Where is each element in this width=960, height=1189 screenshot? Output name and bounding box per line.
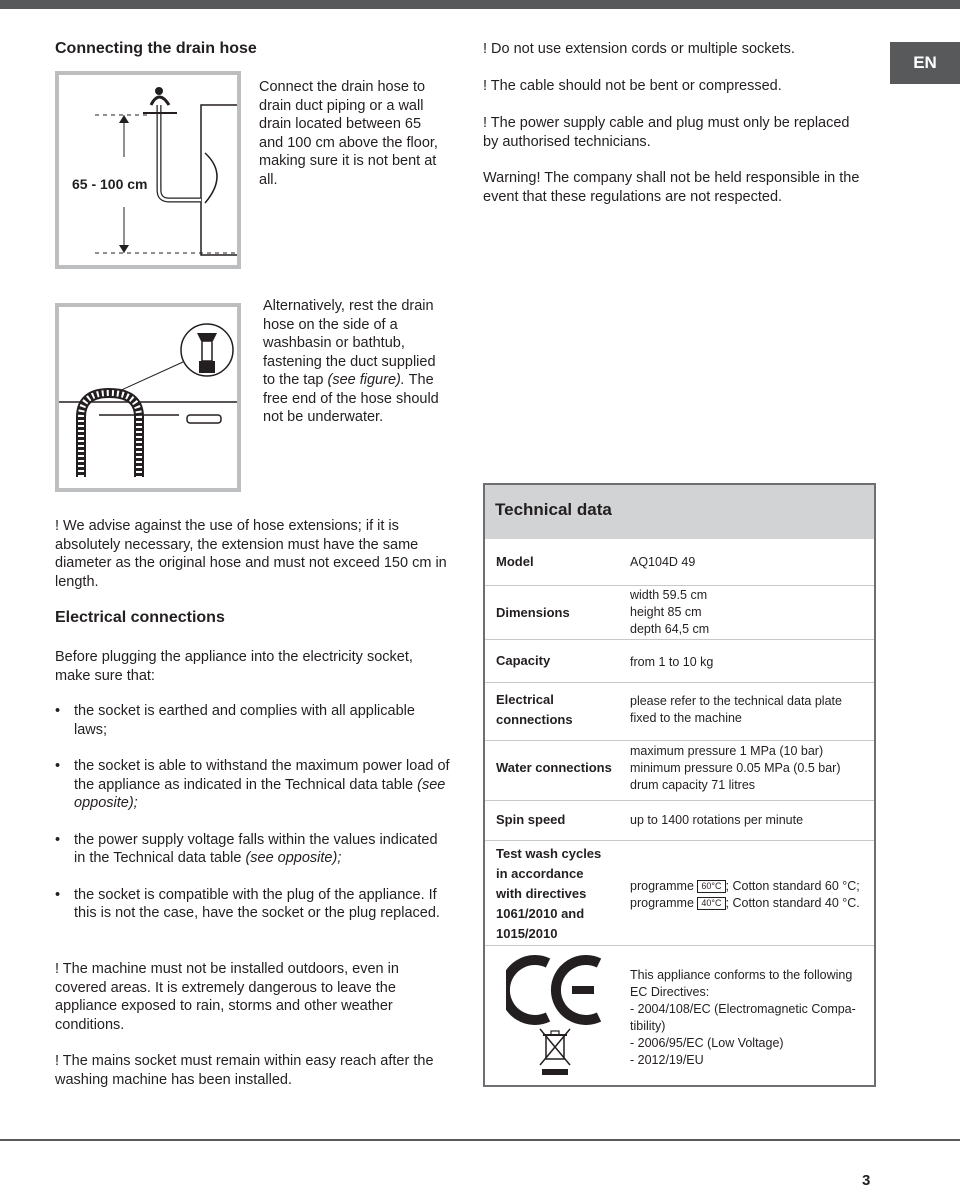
electrical-title: Electrical connections xyxy=(55,609,225,626)
capacity-value: from 1 to 10 kg xyxy=(630,655,714,669)
dimensions-label: Dimensions xyxy=(496,605,570,620)
spin-speed-value: up to 1400 rotations per minute xyxy=(630,813,804,827)
water-connections-value: maximum pressure 1 MPa (10 bar) minimum pressure 0.05 MPa (0.5 bar) drum capacity 71 litres xyxy=(630,744,841,792)
ce-mark-logo-drawing xyxy=(506,955,606,1025)
electrical-checklist xyxy=(55,702,450,941)
water-connections-label: Water connections xyxy=(496,760,612,775)
list-item: • the socket is able to withstand the maximum power load of the appliance as indicated in the Technical data table (see opposite); xyxy=(55,757,450,813)
footer-rule xyxy=(0,1139,960,1141)
row-divider xyxy=(485,800,874,801)
spin-speed-label: Spin speed xyxy=(496,812,566,827)
list-item: • the socket is earthed and complies with all applicable laws; xyxy=(55,702,450,739)
conformity-statement: This appliance conforms to the following EC Directives: - 2004/108/EC (Electromagnetic Compa- tibility) - 2006/95/EC (Low Voltage) - 2012/19/EU xyxy=(630,968,856,1067)
drain-hose-title: Connecting the drain hose xyxy=(55,40,257,57)
warning-replacement: ! The power supply cable and plug must only be replaced by authorised technicians. xyxy=(483,115,850,150)
wall-drain-figure xyxy=(55,71,241,269)
page-number: 3 xyxy=(862,1172,871,1189)
washbasin-figure xyxy=(55,303,241,492)
language-tab: EN xyxy=(890,42,960,84)
test-wash-value: programme 60°C ; Cotton standard 60 °C; programme 40°C ; Cotton standard 40 °C. xyxy=(630,879,860,910)
warning-responsibility: Warning! The company shall not be held responsible in the event that these regulations are not respected. xyxy=(483,170,860,205)
test-wash-label: Test wash cycles in accordance with directives 1061/2010 and 1015/2010 xyxy=(496,846,602,941)
row-divider xyxy=(485,639,874,640)
extension-note: ! We advise against the use of hose extensions; if it is absolutely necessary, the extension must have the same diameter as the original hose and must not exceed 150 cm in length. xyxy=(55,518,447,590)
temp-40-badge: 40°C xyxy=(697,897,725,910)
dimensions-value: width 59.5 cm height 85 cm depth 64,5 cm xyxy=(630,588,710,636)
list-item: • the power supply voltage falls within the values indicated in the Technical data table (see opposite); xyxy=(55,831,450,868)
socket-reach-note: ! The mains socket must remain within easy reach after the washing machine has been installed. xyxy=(55,1053,434,1088)
warning-cable: ! The cable should not be bent or compressed. xyxy=(483,78,782,94)
electrical-connections-value: please refer to the technical data plate fixed to the machine xyxy=(630,694,842,725)
electrical-intro: Before plugging the appliance into the electricity socket, make sure that: xyxy=(55,649,413,684)
technical-data-title: Technical data xyxy=(495,500,612,519)
weee-bin-icon xyxy=(538,1027,572,1079)
washbasin-illustration xyxy=(59,307,237,488)
row-divider xyxy=(485,740,874,741)
drain-text-1: Connect the drain hose to drain duct piping or a wall drain located between 65 and 100 cm above the floor, making sure it is not bent at all. xyxy=(259,79,438,188)
warning-extension: ! Do not use extension cords or multiple sockets. xyxy=(483,41,795,57)
wall-drain-illustration xyxy=(59,75,237,265)
top-bar xyxy=(0,0,960,9)
temp-60-badge: 60°C xyxy=(697,880,725,893)
model-label: Model xyxy=(496,554,534,569)
list-item: • the socket is compatible with the plug of the appliance. If this is not the case, have the socket or the plug replaced. xyxy=(55,886,450,923)
height-range-label: 65 - 100 cm xyxy=(68,174,152,194)
capacity-label: Capacity xyxy=(496,653,551,668)
row-divider xyxy=(485,945,874,946)
electrical-connections-label: Electrical connections xyxy=(496,692,573,727)
row-divider xyxy=(485,682,874,683)
drain-text-2: Alternatively, rest the drain hose on the side of a washbasin or bathtub, fastening the duct supplied to the tap (see figure). The free end of the hose should not be underwater. xyxy=(263,298,439,425)
outdoor-note: ! The machine must not be installed outdoors, even in covered areas. It is extremely dangerous to leave the appliance exposed to rain, storms and other weather conditions. xyxy=(55,961,399,1033)
row-divider xyxy=(485,840,874,841)
model-value: AQ104D 49 xyxy=(630,555,696,569)
row-divider xyxy=(485,585,874,586)
